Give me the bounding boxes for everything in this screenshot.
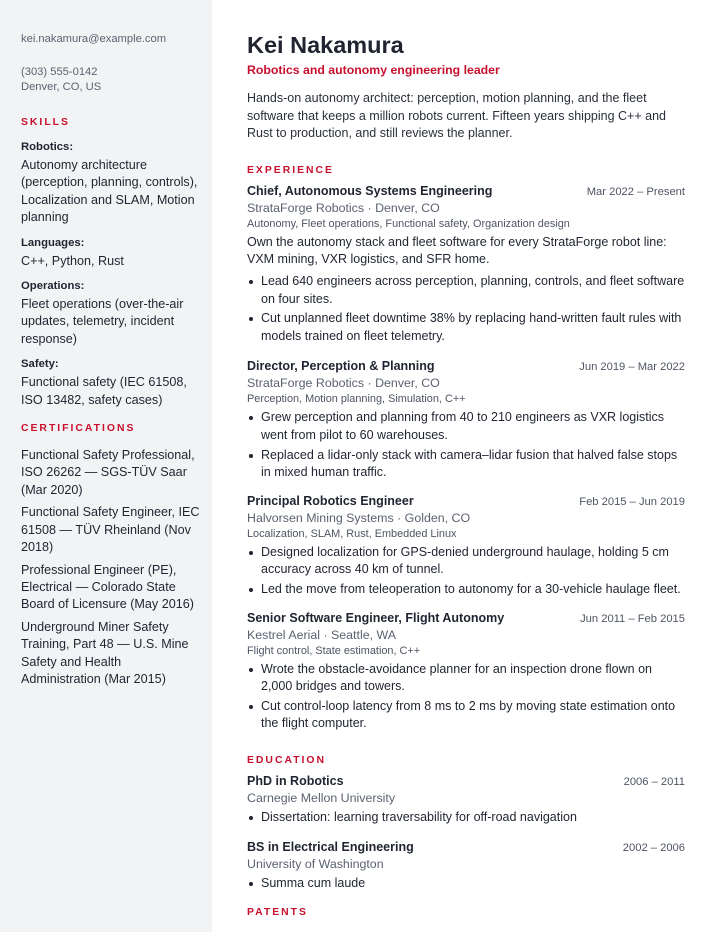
skill-detail: Functional safety (IEC 61508, ISO 13482, safety cases) xyxy=(21,375,187,407)
job-dates: Jun 2011 – Feb 2015 xyxy=(580,612,685,625)
skill-name: Robotics: xyxy=(21,141,74,153)
education-degree: BS in Electrical Engineering xyxy=(247,840,414,855)
bullet-item: Dissertation: learning traversability for off-road navigation xyxy=(247,809,685,827)
job-bullets xyxy=(247,544,685,599)
job-title: Senior Software Engineer, Flight Autonomy xyxy=(247,610,505,625)
job-tags: Flight control, State estimation, C++ xyxy=(247,644,421,657)
skill-group xyxy=(21,280,212,348)
skills-heading: SKILLS xyxy=(21,117,70,128)
education-heading: EDUCATION xyxy=(247,754,326,766)
bullet-item: Replaced a lidar-only stack with camera–lidar fusion that halved false stops in mixed human traffic. xyxy=(247,447,685,482)
job-tags: Localization, SLAM, Rust, Embedded Linux xyxy=(247,527,457,540)
job-dates: Jun 2019 – Mar 2022 xyxy=(579,361,685,374)
job-bullets xyxy=(247,661,685,733)
candidate-headline: Robotics and autonomy engineering leader xyxy=(247,63,500,77)
summary: Hands-on autonomy architect: perception, motion planning, and the fleet software that keeps a million robots current. Fifteen years shipping C++ and Rust to production, and still reviews the planner. xyxy=(247,91,666,141)
bullet-item: Grew perception and planning from 40 to 210 engineers as VXR logistics went from pilot to 60 warehouses. xyxy=(247,409,685,444)
job-company: Kestrel Aerial · Seattle, WA xyxy=(247,627,396,642)
job-company: StrataForge Robotics · Denver, CO xyxy=(247,200,440,215)
job-title: Director, Perception & Planning xyxy=(247,359,435,374)
job-tags: Perception, Motion planning, Simulation, C++ xyxy=(247,393,466,406)
contact-email[interactable]: kei.nakamura@example.com xyxy=(21,33,167,45)
contact-block xyxy=(21,32,212,95)
job-company: StrataForge Robotics · Denver, CO xyxy=(247,376,440,391)
skill-group xyxy=(21,358,212,409)
job-title: Principal Robotics Engineer xyxy=(247,493,414,508)
skill-name: Languages: xyxy=(21,236,85,249)
skill-group xyxy=(21,141,212,227)
skills-list xyxy=(21,141,212,409)
education-entry xyxy=(247,840,685,893)
job-bullets xyxy=(247,273,685,345)
education-dates: 2006 – 2011 xyxy=(623,775,685,788)
job-entry xyxy=(247,611,685,733)
education-school: Carnegie Mellon University xyxy=(247,790,396,805)
education-dates: 2002 – 2006 xyxy=(622,842,685,855)
bullet-item: Cut unplanned fleet downtime 38% by replacing hand-written fault rules with models trained on fleet telemetry. xyxy=(247,310,685,345)
bullet-item: Wrote the obstacle-avoidance planner for an inspection drone flown on 2,000 bridges and towers. xyxy=(247,661,685,696)
skill-name: Safety: xyxy=(21,358,59,371)
certifications-heading: CERTIFICATIONS xyxy=(21,423,136,435)
certification-item: Underground Miner Safety Training, Part 48 — U.S. Mine Safety and Health Administration (Mar 2015) xyxy=(21,619,189,686)
contact-location: Denver, CO, US xyxy=(21,81,102,93)
contact-phone[interactable]: (303) 555-0142 xyxy=(21,66,98,78)
education-entry xyxy=(247,774,685,827)
job-title: Chief, Autonomous Systems Engineering xyxy=(247,183,493,198)
patents-heading: PATENTS xyxy=(247,907,308,919)
certification-item: Functional Safety Professional, ISO 26262 — SGS-TÜV Saar (Mar 2020) xyxy=(21,448,195,497)
skill-detail: Autonomy architecture (perception, planning, controls), Localization and SLAM, Motion planning xyxy=(21,158,198,225)
education-school: University of Washington xyxy=(247,857,384,872)
job-company: Halvorsen Mining Systems · Golden, CO xyxy=(247,510,471,525)
bullet-item: Cut control-loop latency from 8 ms to 2 ms by moving state estimation onto the flight computer. xyxy=(247,698,685,733)
job-description: Own the autonomy stack and fleet software for every StrataForge robot line: VXM mining, VXR logistics, and SFR home. xyxy=(247,234,667,267)
bullet-item: Summa cum laude xyxy=(247,875,685,893)
bullet-item: Led the move from teleoperation to autonomy for a 30-vehicle haulage fleet. xyxy=(247,581,685,599)
certification-item: Functional Safety Engineer, IEC 61508 — TÜV Rheinland (Nov 2018) xyxy=(21,505,200,555)
sidebar xyxy=(0,0,212,932)
candidate-name: Kei Nakamura xyxy=(247,32,404,58)
experience-heading: EXPERIENCE xyxy=(247,164,334,176)
bullet-item: Lead 640 engineers across perception, planning, controls, and fleet software on four sites. xyxy=(247,273,685,308)
job-tags: Autonomy, Fleet operations, Functional safety, Organization design xyxy=(247,217,570,230)
bullet-item: Designed localization for GPS-denied underground haulage, holding 5 cm accuracy across 40 km of tunnel. xyxy=(247,544,685,579)
job-dates: Mar 2022 – Present xyxy=(586,185,685,198)
job-entry xyxy=(247,494,685,599)
education-degree: PhD in Robotics xyxy=(247,773,344,788)
main-content xyxy=(247,30,685,926)
skill-name: Operations: xyxy=(21,280,85,293)
certification-item: Professional Engineer (PE), Electrical — Colorado State Board of Licensure (May 2016) xyxy=(21,562,194,612)
job-entry xyxy=(247,184,685,346)
job-bullets xyxy=(247,409,685,481)
skill-detail: C++, Python, Rust xyxy=(21,253,124,268)
job-dates: Feb 2015 – Jun 2019 xyxy=(579,495,685,508)
certifications-list xyxy=(21,447,212,688)
skill-group xyxy=(21,237,212,270)
job-entry xyxy=(247,359,685,481)
education-bullets xyxy=(247,875,685,893)
skill-detail: Fleet operations (over-the-air updates, telemetry, incident response) xyxy=(21,297,184,346)
education-bullets xyxy=(247,809,685,827)
